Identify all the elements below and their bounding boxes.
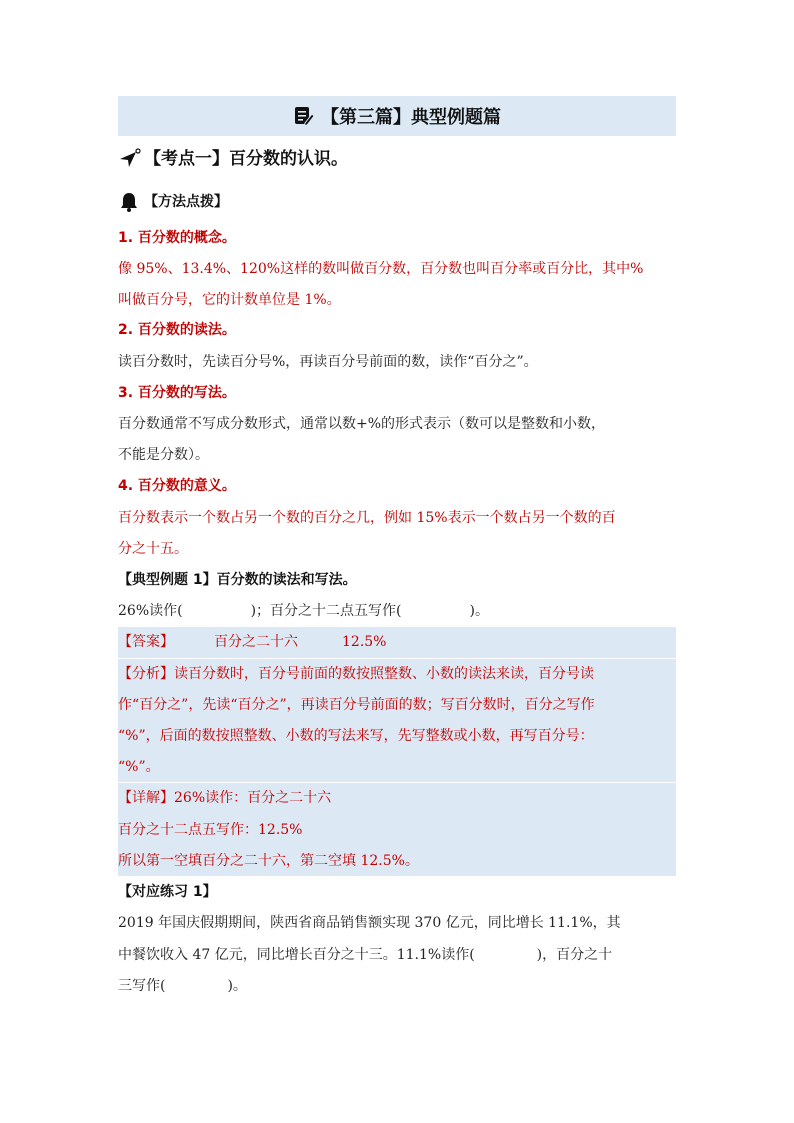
practice1-title: 【对应练习 1】 bbox=[118, 884, 217, 900]
note-pencil-icon bbox=[293, 105, 315, 127]
s4-line2: 分之十五。 bbox=[118, 541, 188, 557]
answer-line bbox=[118, 632, 386, 652]
s1-title: 1. 百分数的概念。 bbox=[118, 230, 236, 246]
analysis-line3: “%”，后面的数按照整数、小数的写法来写，先写整数或小数，再写百分号： bbox=[118, 728, 594, 744]
analysis-line2: 作“百分之”，先读“百分之”，再读百分号前面的数；写百分数时，百分之写作 bbox=[118, 697, 595, 713]
location-arrow-icon bbox=[118, 148, 142, 170]
analysis-tag: 【分析】 bbox=[118, 666, 174, 682]
analysis-line4: “%”。 bbox=[118, 759, 160, 775]
detail-line3: 所以第一空填百分之二十六，第二空填 12.5%。 bbox=[118, 853, 419, 869]
kaodian-title: 【考点一】百分数的认识。 bbox=[144, 149, 348, 169]
practice1-line3: 三写作( )。 bbox=[118, 978, 247, 994]
kaodian-heading bbox=[118, 148, 348, 170]
banner-title: 【第三篇】典型例题篇 bbox=[321, 107, 501, 128]
section-banner bbox=[118, 96, 676, 136]
s2-line1: 读百分数时，先读百分号%，再读百分号前面的数，读作“百分之”。 bbox=[118, 354, 538, 370]
method-heading bbox=[118, 191, 228, 213]
s3-line1: 百分数通常不写成分数形式，通常以数+%的形式表示（数可以是整数和小数， bbox=[118, 416, 606, 432]
s3-title: 3. 百分数的写法。 bbox=[118, 385, 236, 401]
question-part-c: )。 bbox=[469, 603, 489, 619]
example1-title: 【典型例题 1】百分数的读法和写法。 bbox=[118, 572, 357, 588]
method-title: 【方法点拨】 bbox=[144, 194, 228, 210]
example1-question bbox=[118, 601, 489, 621]
divider bbox=[118, 658, 676, 659]
detail-line2: 百分之十二点五写作：12.5% bbox=[118, 822, 303, 838]
s1-line1: 像 95%、13.4%、120%这样的数叫做百分数，百分数也叫百分率或百分比，其中% bbox=[118, 261, 644, 277]
analysis-line1: 【分析】读百分数时，百分号前面的数按照整数、小数的读法来读，百分号读 bbox=[118, 666, 594, 682]
s2-title: 2. 百分数的读法。 bbox=[118, 322, 236, 338]
answer-tag: 【答案】 bbox=[118, 634, 174, 650]
bell-icon bbox=[118, 191, 140, 213]
detail-line1: 【详解】26%读作：百分之二十六 bbox=[118, 790, 332, 806]
answer-value-2: 12.5% bbox=[342, 634, 387, 650]
s3-line2: 不能是分数）。 bbox=[118, 447, 209, 463]
detail-tag: 【详解】 bbox=[118, 790, 174, 806]
question-part-b: )；百分之十二点五写作( bbox=[250, 603, 402, 619]
s1-line2: 叫做百分号，它的计数单位是 1%。 bbox=[118, 292, 341, 308]
practice1-line2: 中餐饮收入 47 亿元，同比增长百分之十三。11.1%读作( )，百分之十 bbox=[118, 947, 613, 963]
s4-title: 4. 百分数的意义。 bbox=[118, 478, 236, 494]
question-part-a: 26%读作( bbox=[118, 603, 183, 619]
answer-value-1: 百分之二十六 bbox=[214, 634, 298, 650]
s4-line1: 百分数表示一个数占另一个数的百分之几，例如 15%表示一个数占另一个数的百 bbox=[118, 510, 616, 526]
divider bbox=[118, 782, 676, 783]
practice1-line1: 2019 年国庆假期期间，陕西省商品销售额实现 370 亿元，同比增长 11.1%，其 bbox=[118, 915, 621, 931]
